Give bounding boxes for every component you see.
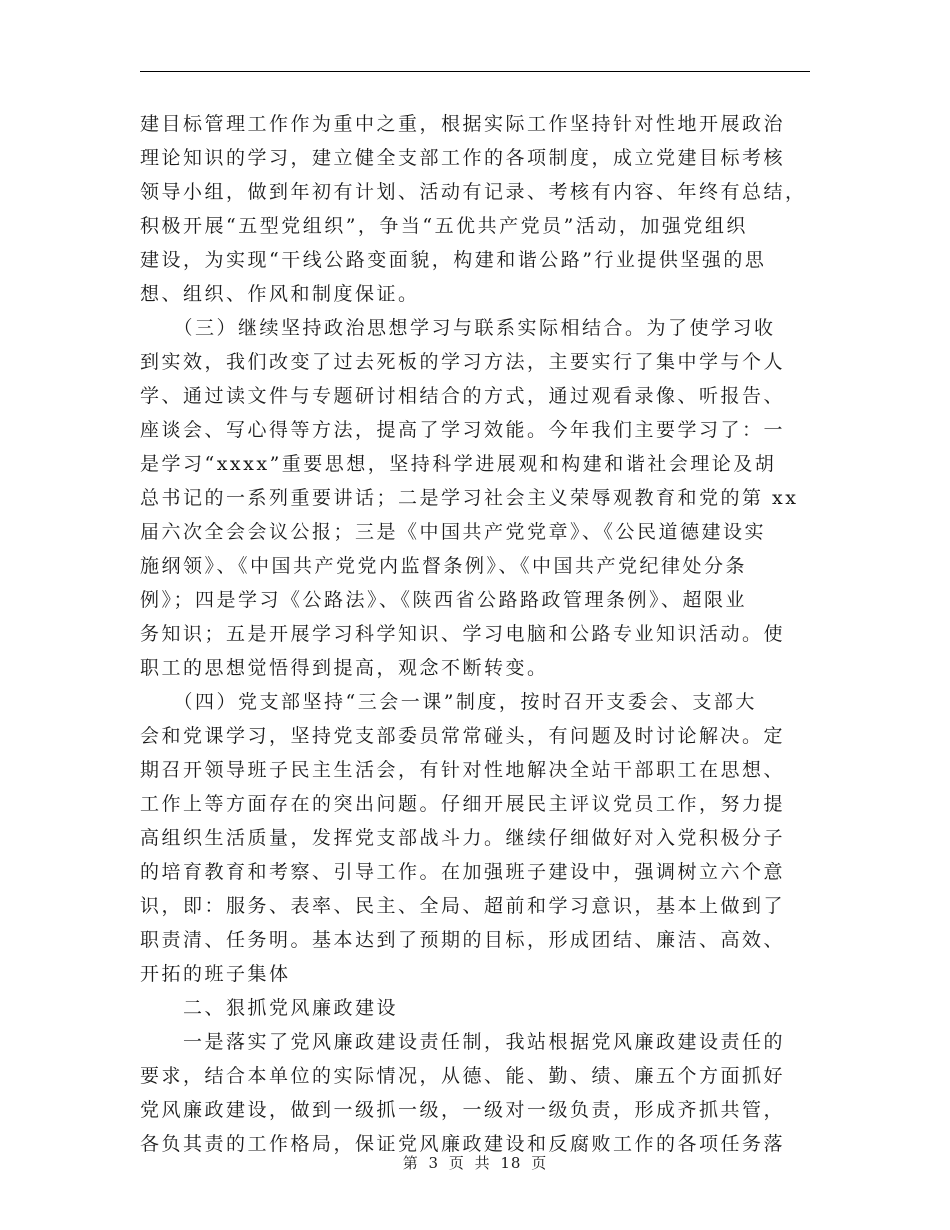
text-line: 例》；四是学习《公路法》、《陕西省公路路政管理条例》、超限业	[140, 589, 748, 611]
section-heading: 二、狠抓党风廉政建设	[140, 997, 399, 1019]
text-line: 建目标管理工作作为重中之重，根据实际工作坚持针对性地开展政治	[140, 113, 786, 135]
text-line: 开拓的班子集体	[140, 963, 291, 985]
page-number-footer: 第 3 页 共 18 页	[402, 1154, 548, 1172]
text-line: 建设，为实现“干线公路变面貌，构建和谐公路”行业提供坚强的思	[140, 249, 767, 271]
text-line: 识，即：服务、表率、民主、全局、超前和学习意识，基本上做到了	[140, 895, 786, 917]
text-line: 领导小组，做到年初有计划、活动有记录、考核有内容、年终有总结，	[140, 181, 807, 203]
text-line: 务知识；五是开展学习科学知识、学习电脑和公路专业知识活动。使	[140, 623, 786, 645]
text-line: 座谈会、写心得等方法，提高了学习效能。今年我们主要学习了：一	[140, 419, 786, 441]
text-line: 学、通过读文件与专题研讨相结合的方式，通过观看录像、听报告、	[140, 385, 786, 407]
header-rule	[140, 71, 810, 72]
text-line: 积极开展“五型党组织”，争当“五优共产党员”活动，加强党组织	[140, 215, 748, 237]
text-line: 高组织生活质量，发挥党支部战斗力。继续仔细做好对入党积极分子	[140, 827, 786, 849]
text-line: 届六次全会会议公报；三是《中国共产党党章》、《公民道德建设实	[140, 521, 767, 543]
text-line: 职工的思想觉悟得到提高，观念不断转变。	[140, 657, 549, 679]
text-line: 工作上等方面存在的突出问题。仔细开展民主评议党员工作，努力提	[140, 793, 786, 815]
text-line: 各负其责的工作格局，保证党风廉政建设和反腐败工作的各项任务落	[140, 1133, 786, 1155]
text-line: 想、组织、作风和制度保证。	[140, 283, 420, 305]
text-line: 的培育教育和考察、引导工作。在加强班子建设中，强调树立六个意	[140, 861, 786, 883]
text-line: （四）党支部坚持“三会一课”制度，按时召开支委会、支部大	[140, 691, 757, 713]
text-line: 一是落实了党风廉政建设责任制，我站根据党风廉政建设责任的	[140, 1031, 786, 1053]
text-line: 施纲领》、《中国共产党党内监督条例》、《中国共产党纪律处分条	[140, 555, 748, 577]
text-line: 是学习“xxxx”重要思想，坚持科学进展观和构建和谐社会理论及胡	[140, 453, 777, 475]
text-line: 到实效，我们改变了过去死板的学习方法，主要实行了集中学与个人	[140, 351, 786, 373]
text-line: 要求，结合本单位的实际情况，从德、能、勤、绩、廉五个方面抓好	[140, 1065, 786, 1087]
text-line: 会和党课学习，坚持党支部委员常常碰头，有问题及时讨论解决。定	[140, 725, 786, 747]
text-line: 期召开领导班子民主生活会，有针对性地解决全站干部职工在思想、	[140, 759, 786, 781]
text-line: （三）继续坚持政治思想学习与联系实际相结合。为了使学习收	[140, 317, 776, 339]
text-line: 职责清、任务明。基本达到了预期的目标，形成团结、廉洁、高效、	[140, 929, 786, 951]
text-line: 党风廉政建设，做到一级抓一级，一级对一级负责，形成齐抓共管，	[140, 1099, 786, 1121]
text-line: 总书记的一系列重要讲话；二是学习社会主义荣辱观教育和党的第 xx	[140, 487, 799, 509]
text-line: 理论知识的学习，建立健全支部工作的各项制度，成立党建目标考核	[140, 147, 786, 169]
document-body	[140, 107, 807, 1161]
